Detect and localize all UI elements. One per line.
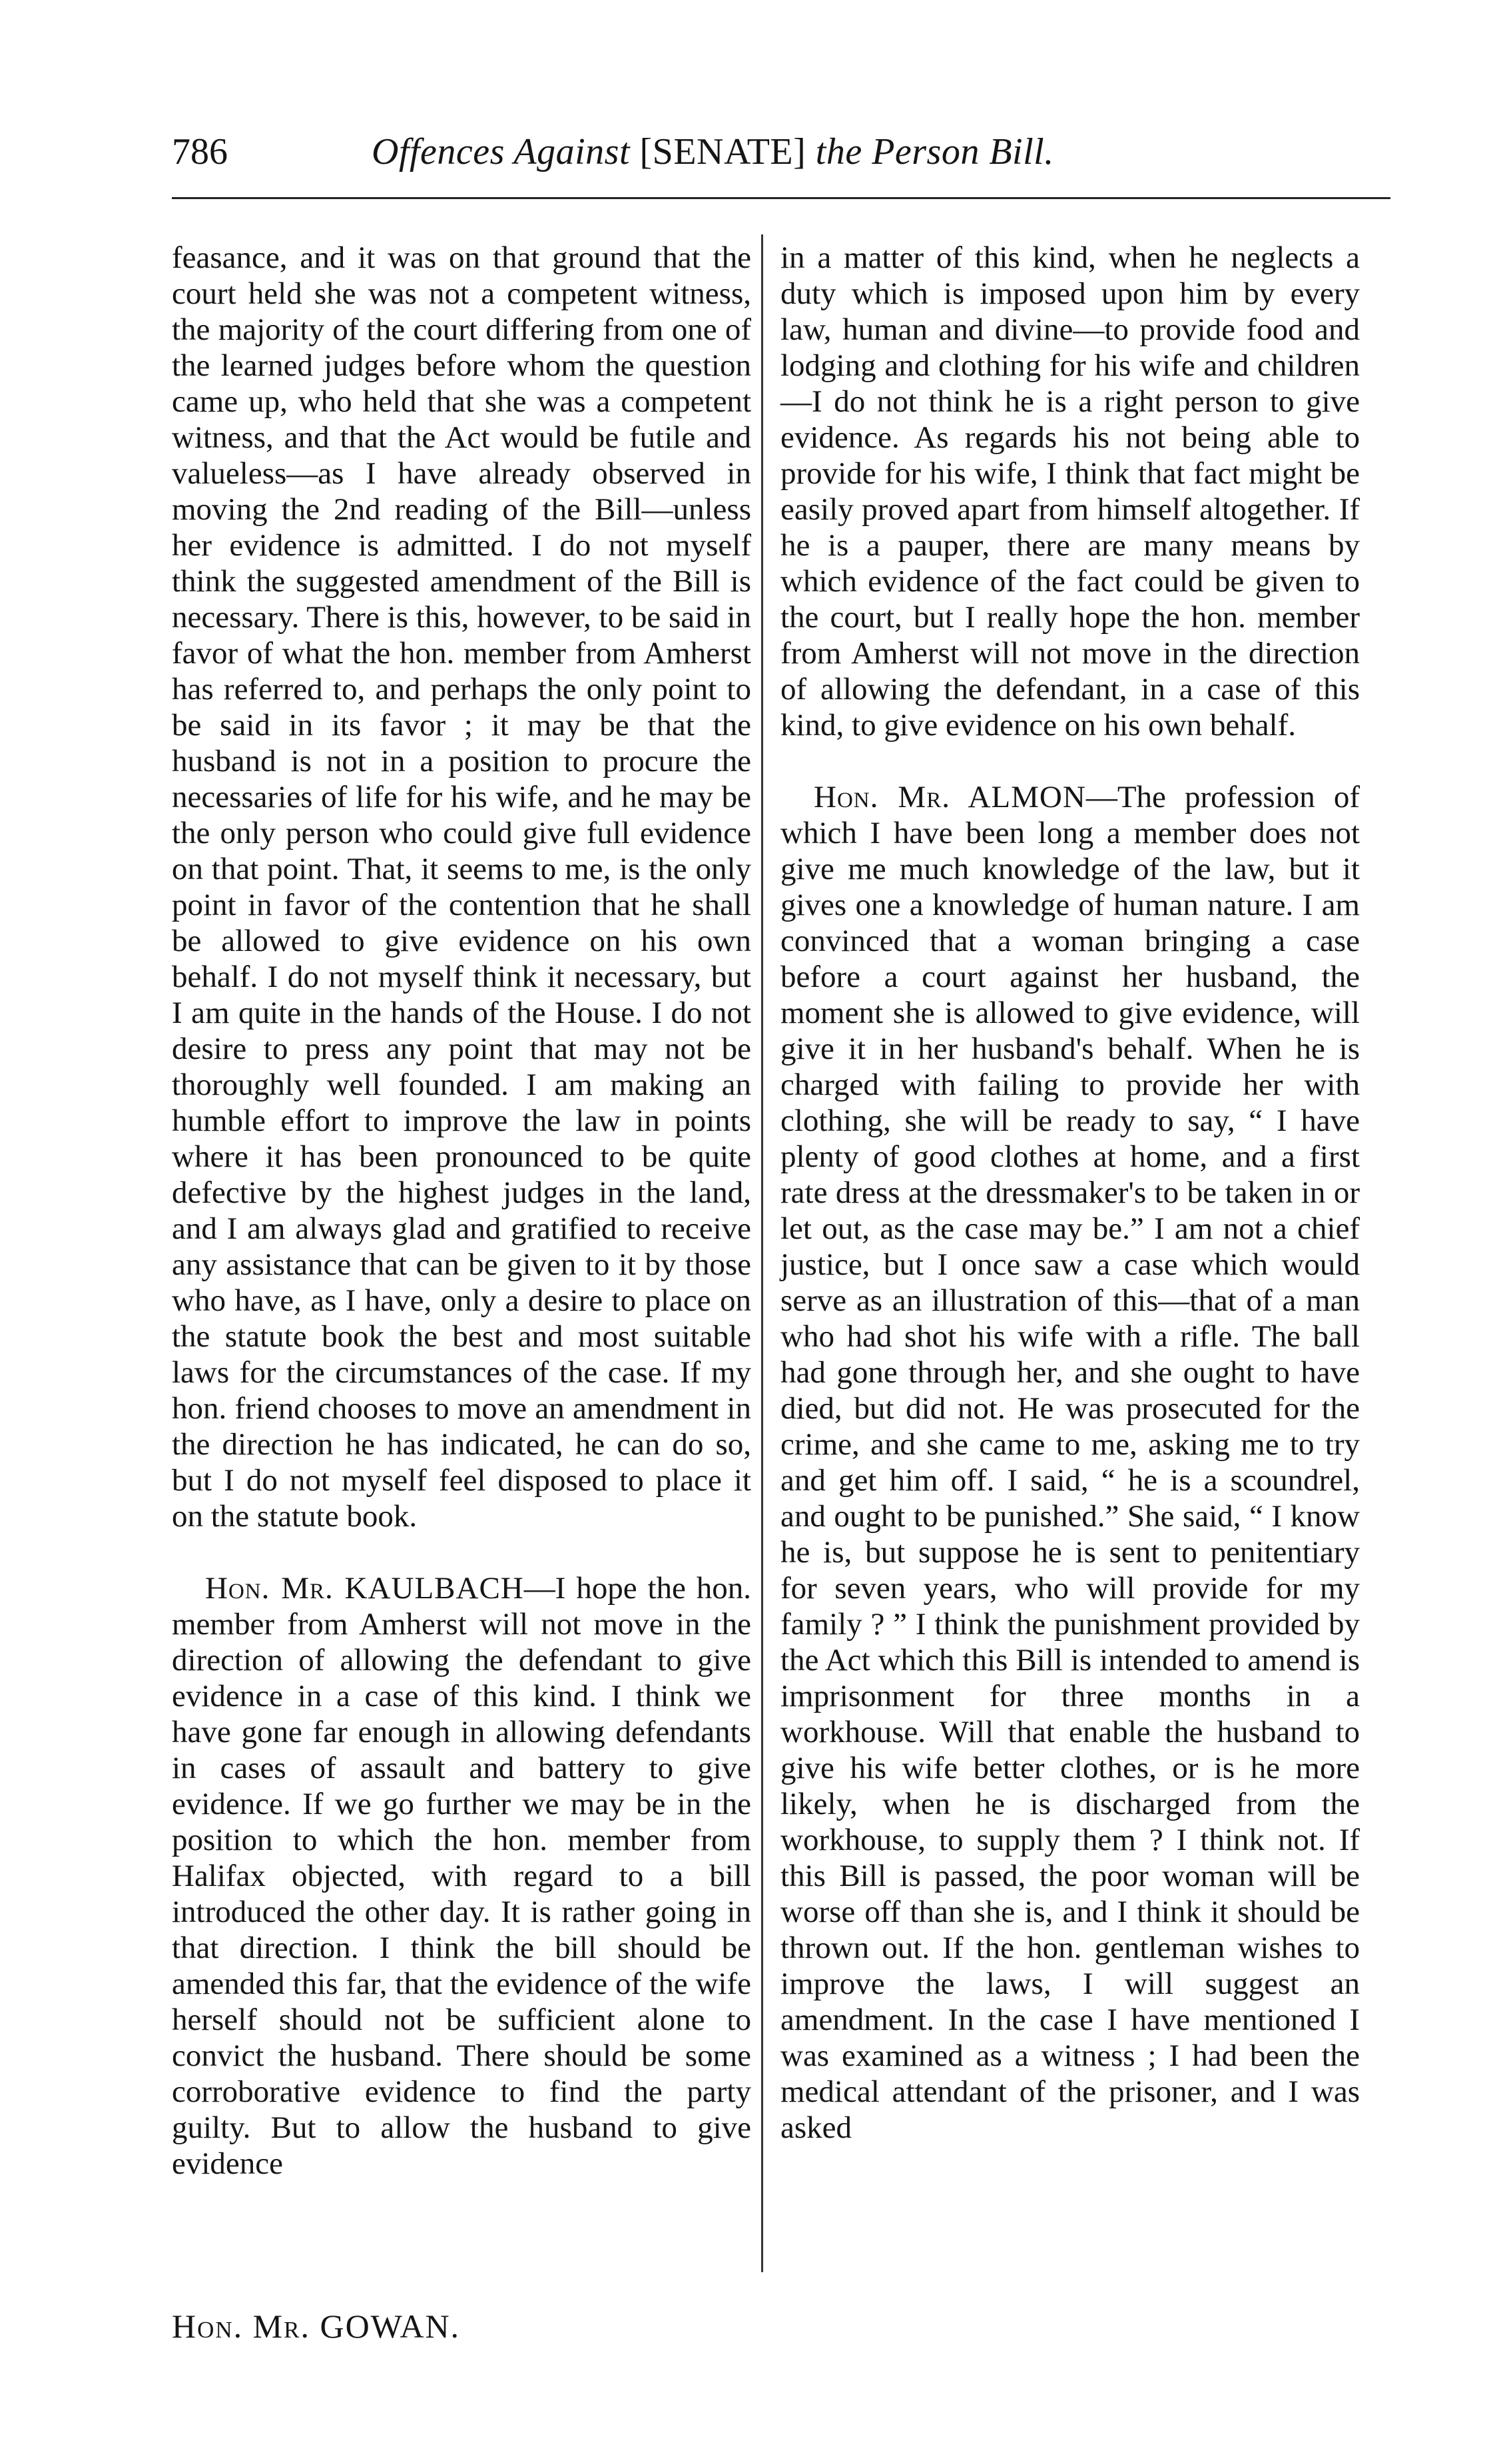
title-left: Offences Against (372, 131, 631, 172)
kaulbach-speech: —I hope the hon. member from Amherst will not move in the direction of allowing the defendant to give evidence in a case of this kind. I think we have gone far enough in allowing defendants in cases of assault and battery to give evidence. If we go further we may be in the position to which the hon. member from Halifax objected, with regard to a bill introduced the other day. It is rather going in that direction. I think the bill should be amended this far, that the evidence of the wife herself should not be sufficient alone to convict the husband. There should be some corroborative evidence to find the party guilty. But to allow the husband to give evidence (172, 1571, 751, 2181)
speaker-almon: Hon. Mr. ALMON (814, 780, 1086, 814)
speaker-kaulbach: Hon. Mr. KAULBACH (205, 1571, 524, 1606)
footer-signature: Hon. Mr. GOWAN. (172, 2308, 461, 2345)
page-number: 786 (172, 131, 228, 172)
right-column (780, 240, 1360, 2146)
column-divider (761, 234, 763, 2272)
left-column (172, 240, 751, 2182)
title-right: the Person Bill. (815, 131, 1054, 172)
left-paragraph-2 (172, 1570, 751, 2182)
running-header (172, 125, 1384, 178)
left-paragraph-1: feasance, and it was on that ground that the court held she was not a competent witness, the majority of the court differing from one of the learned judges before whom the question came up, who held that she was a competent witness, and that the Act would be futile and valueless—as I have already observed in moving the 2nd reading of the Bill—unless her evidence is admitted. I do not myself think the suggested amendment of the Bill is necessary. There is this, however, to be said in favor of what the hon. member from Amherst has referred to, and perhaps the only point to be said in its favor ; it may be that the husband is not in a position to procure the necessaries of life for his wife, and he may be the only person who could give full evidence on that point. That, it seems to me, is the only point in favor of the contention that he shall be allowed to give evidence on his own behalf. I do not myself think it necessary, but I am quite in the hands of the House. I do not desire to press any point that may not be thoroughly well founded. I am making an humble effort to improve the law in points where it has been pronounced to be quite defective by the highest judges in the land, and I am always glad and gratified to receive any assistance that can be given to it by those who have, as I have, only a desire to place on the statute book the best and most suitable laws for the circumstances of the case. If my hon. friend chooses to move an amendment in the direction he has indicated, he can do so, but I do not myself feel disposed to place it on the statute book. (172, 240, 751, 1534)
title-center: [SENATE] (639, 131, 806, 172)
running-title (372, 125, 1054, 178)
right-paragraph-2 (780, 779, 1360, 2146)
header-rule (172, 197, 1390, 199)
right-paragraph-1: in a matter of this kind, when he neglects a duty which is imposed upon him by every law, human and divine—to provide food and lodging and clothing for his wife and children—I do not think he is a right person to give evidence. As regards his not being able to provide for his wife, I think that fact might be easily proved apart from himself altogether. If he is a pauper, there are many means by which evidence of the fact could be given to the court, but I really hope the hon. member from Amherst will not move in the direction of allowing the defendant, in a case of this kind, to give evidence on his own behalf. (780, 240, 1360, 743)
almon-speech: —The profession of which I have been long a member does not give me much knowledge of the law, but it gives one a knowledge of human nature. I am convinced that a woman bringing a case before a court against her husband, the moment she is allowed to give evidence, will give it in her husband's behalf. When he is charged with failing to provide her with clothing, she will be ready to say, “ I have plenty of good clothes at home, and a first rate dress at the dressmaker's to be taken in or let out, as the case may be.” I am not a chief justice, but I once saw a case which would serve as an illustration of this—that of a man who had shot his wife with a rifle. The ball had gone through her, and she ought to have died, but did not. He was prosecuted for the crime, and she came to me, asking me to try and get him off. I said, “ he is a scoundrel, and ought to be punished.” She said, “ I know he is, but suppose he is sent to penitentiary for seven years, who will provide for my family ? ” I think the punishment provided by the Act which this Bill is intended to amend is imprisonment for three months in a workhouse. Will that enable the husband to give his wife better clothes, or is he more likely, when he is discharged from the workhouse, to supply them ? I think not. If this Bill is passed, the poor woman will be worse off than she is, and I think it should be thrown out. If the hon. gentleman wishes to improve the laws, I will suggest an amendment. In the case I have mentioned I was examined as a witness ; I had been the medical attendant of the prisoner, and I was asked (780, 780, 1360, 2145)
